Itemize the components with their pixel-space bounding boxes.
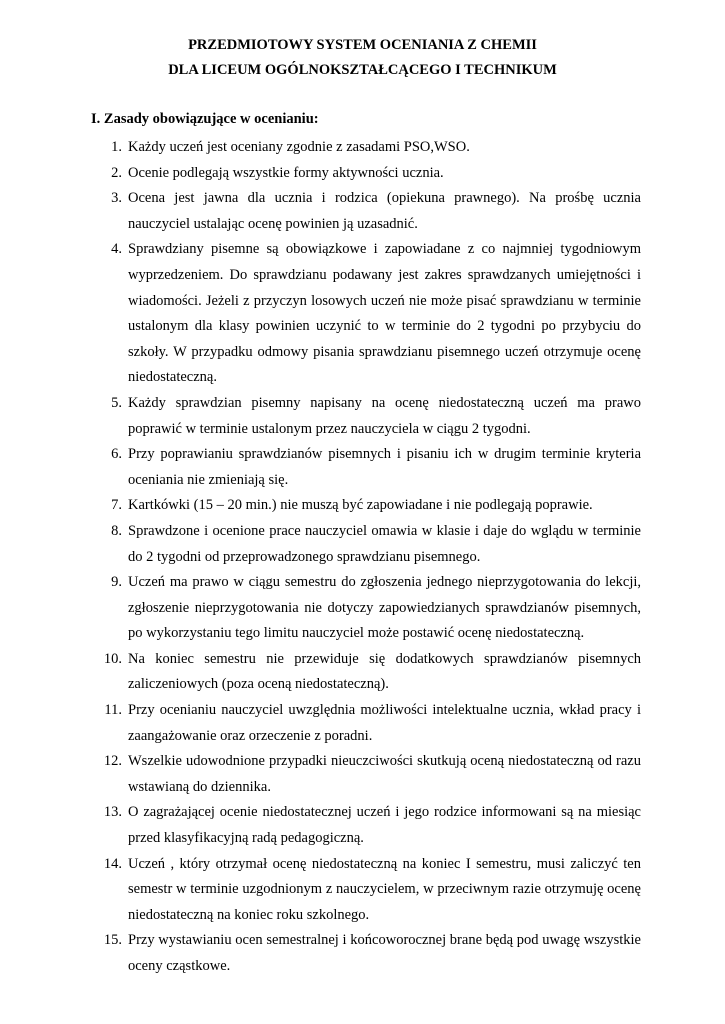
list-item [91, 186, 641, 237]
list-item-text: Sprawdziany pisemne są obowiązkowe i zapowiadane z co najmniej tygodniowym wyprzedzeniem. Do sprawdzianu podawany jest zakres sprawdzanych umiejętności i wiadomości. Jeżeli z przyczyn losowych uczeń nie może pisać sprawdzianu w terminie ustalonym dla klasy powinien uczynić to w terminie do 2 tygodni po przybyciu do szkoły. W przypadku odmowy pisania sprawdzianu pisemnego uczeń otrzymuje ocenę niedostateczną. [128, 241, 641, 386]
list-item-text: Przy poprawianiu sprawdzianów pisemnych i pisaniu ich w drugim terminie kryteria oceniania nie zmieniają się. [128, 446, 641, 488]
list-item-number: 5. [111, 394, 122, 411]
list-item [91, 161, 641, 187]
list-item [91, 698, 641, 749]
list-item-text: Każdy sprawdzian pisemny napisany na ocenę niedostateczną uczeń ma prawo poprawić w terminie ustalonym przez nauczyciela w ciągu 2 tygodni. [128, 394, 641, 437]
list-item-number: 12. [103, 753, 122, 770]
list-item-text: Wszelkie udowodnione przypadki nieuczciwości skutkują oceną niedostateczną od razu wstawianą do dziennika. [128, 753, 641, 795]
list-item [91, 442, 641, 493]
list-item-number: 11. [104, 702, 122, 719]
list-item-number: 15. [103, 932, 122, 949]
list-item-number: 14. [103, 855, 122, 872]
list-item-text: O zagrażającej ocenie niedostatecznej uczeń i jego rodzice informowani są na miesiąc przed klasyfikacyjną radą pedagogiczną. [128, 804, 641, 847]
list-item-number: 9. [111, 574, 122, 591]
list-item-text: Ocena jest jawna dla ucznia i rodzica (opiekuna prawnego). Na prośbę ucznia nauczyciel ustalając ocenę powinien ją uzasadnić. [128, 190, 641, 232]
rules-list [91, 135, 641, 980]
list-item [91, 493, 641, 519]
list-item-text: Ocenie podlegają wszystkie formy aktywności ucznia. [128, 164, 444, 181]
list-item-number: 13. [103, 804, 122, 821]
list-item [91, 647, 641, 698]
list-item-text: Na koniec semestru nie przewiduje się dodatkowych sprawdzianów pisemnych zaliczeniowych (poza oceną niedostateczną). [128, 650, 641, 693]
list-item [91, 570, 641, 647]
list-item-text: Uczeń , który otrzymał ocenę niedostateczną na koniec I semestru, musi zaliczyć ten semestr w terminie uzgodnionym z nauczycielem, w przeciwnym razie otrzymuję ocenę niedostateczną na koniec roku szkolnego. [128, 855, 641, 923]
document-title-line-1: PRZEDMIOTOWY SYSTEM OCENIANIA Z CHEMII [188, 37, 537, 53]
list-item-text: Każdy uczeń jest oceniany zgodnie z zasadami PSO,WSO. [128, 139, 470, 155]
list-item [91, 237, 641, 391]
list-item-number: 3. [111, 190, 122, 207]
list-item-number: 1. [111, 139, 122, 155]
list-item-number: 10. [103, 650, 122, 667]
document-title-line-2: DLA LICEUM OGÓLNOKSZTAŁCĄCEGO I TECHNIKUM [168, 62, 557, 78]
list-item [91, 800, 641, 851]
list-item-number: 8. [111, 522, 122, 539]
list-item [91, 135, 641, 161]
list-item-text: Przy wystawianiu ocen semestralnej i końcoworocznej brane będą pod uwagę wszystkie oceny cząstkowe. [128, 932, 641, 974]
list-item [91, 852, 641, 929]
list-item-number: 2. [111, 164, 122, 181]
list-item-text: Uczeń ma prawo w ciągu semestru do zgłoszenia jednego nieprzygotowania do lekcji, zgłoszenie nieprzygotowania nie dotyczy zapowiedzianych sprawdzianów pisemnych, po wykorzystaniu tego limitu nauczyciel może postawić ocenę niedostateczną. [128, 574, 641, 642]
list-item [91, 519, 641, 570]
list-item-text: Kartkówki (15 – 20 min.) nie muszą być zapowiadane i nie podlegają poprawie. [128, 497, 593, 514]
list-item-number: 7. [111, 497, 122, 514]
list-item-text: Sprawdzone i ocenione prace nauczyciel omawia w klasie i daje do wglądu w terminie do 2 tygodni od przeprowadzonego sprawdzianu pisemnego. [128, 522, 641, 565]
list-item-number: 4. [111, 241, 122, 258]
list-item [91, 391, 641, 442]
list-item [91, 928, 641, 979]
list-item-number: 6. [111, 446, 122, 463]
section-heading: I. Zasady obowiązujące w ocenianiu: [91, 111, 319, 127]
list-item [91, 749, 641, 800]
list-item-text: Przy ocenianiu nauczyciel uwzględnia możliwości intelektualne ucznia, wkład pracy i zaangażowanie oraz orzeczenie z poradni. [128, 702, 641, 744]
